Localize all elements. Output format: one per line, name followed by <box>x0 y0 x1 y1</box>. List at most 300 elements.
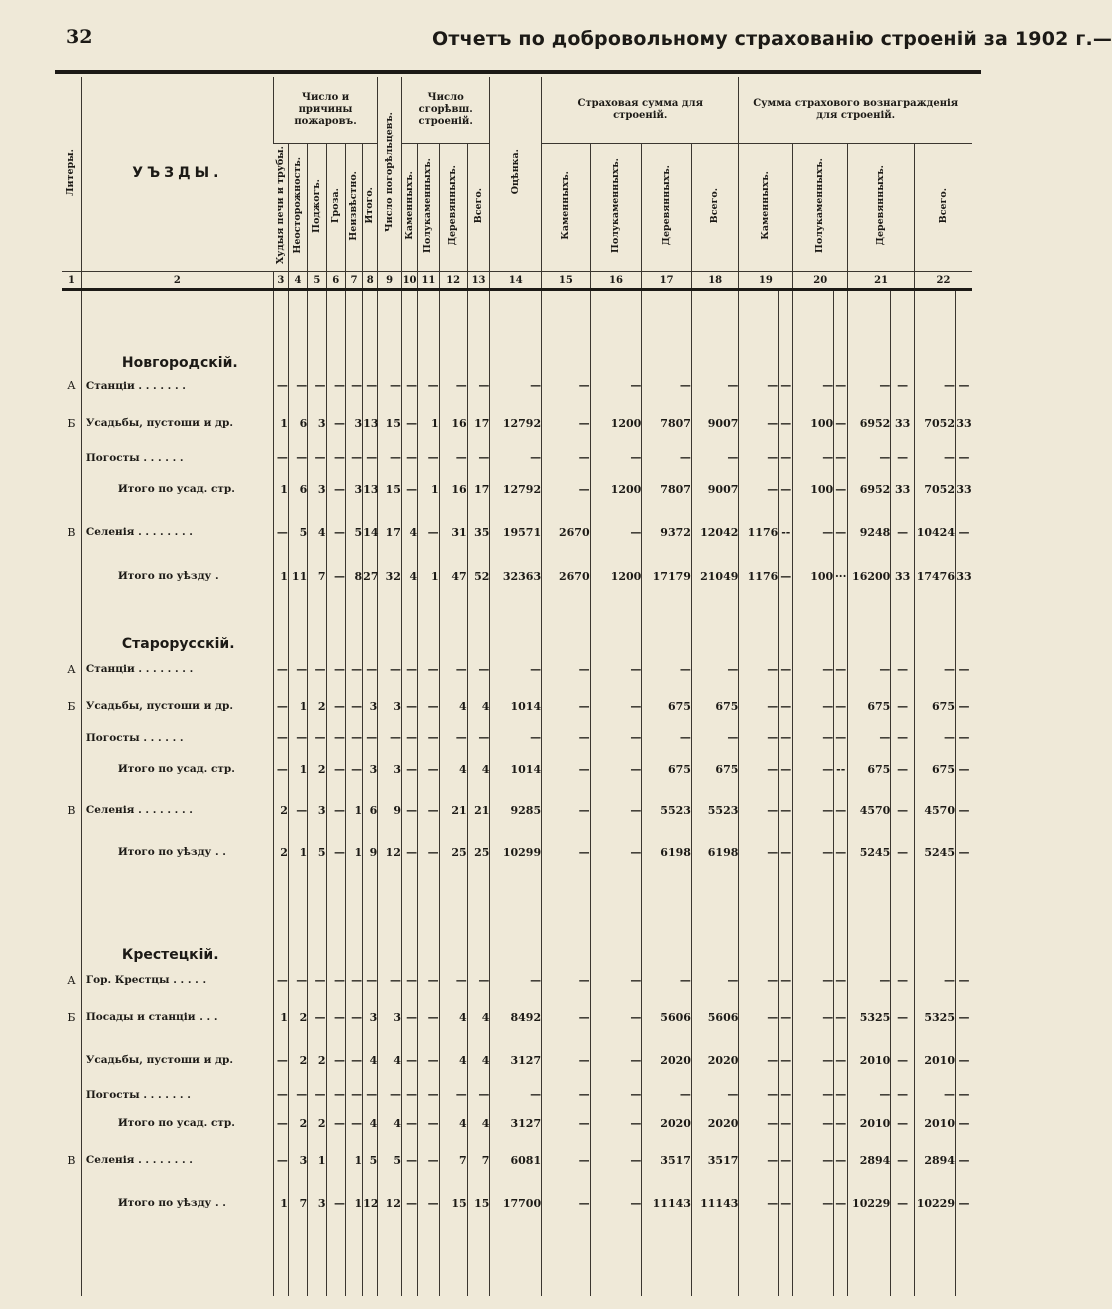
table-cell: — <box>739 652 779 686</box>
table-cell: 675 <box>915 686 956 726</box>
table-cell: — <box>401 963 417 997</box>
table-cell: 2 <box>308 1106 326 1140</box>
col-polukamen: Полукаменныхъ. <box>418 144 440 272</box>
table-cell: 6198 <box>691 831 738 873</box>
table-cell: 3127 <box>490 1037 542 1083</box>
table-cell: 3 <box>378 997 402 1037</box>
table-cell: — <box>590 509 642 555</box>
table-cell: — <box>326 371 345 400</box>
table-cell: 15 <box>378 400 402 446</box>
table-cell: 11143 <box>642 1180 692 1226</box>
table-cell: — <box>542 686 591 726</box>
table-cell: 2 <box>273 789 288 831</box>
table-cell: — <box>401 400 417 446</box>
table-cell: 1 <box>273 1180 288 1226</box>
table-row <box>62 555 972 597</box>
table-cell: — <box>891 686 915 726</box>
table-cell: 1 <box>345 789 362 831</box>
table-cell: — <box>418 1083 440 1106</box>
table-cell: 13 <box>363 469 378 509</box>
table-cell: — <box>542 963 591 997</box>
table-cell: — <box>418 652 440 686</box>
table-cell: — <box>326 652 345 686</box>
table-cell: — <box>590 652 642 686</box>
table-cell: 675 <box>642 686 692 726</box>
table-cell: 21 <box>439 789 467 831</box>
table-cell: — <box>891 652 915 686</box>
table-cell: — <box>793 446 834 469</box>
table-cell: 4 <box>467 686 490 726</box>
table-end-padding <box>62 1226 972 1296</box>
table-cell: — <box>273 1140 288 1180</box>
table-cell: — <box>273 371 288 400</box>
table-cell: 4 <box>467 1106 490 1140</box>
row-litera: В <box>67 803 76 817</box>
table-cell: — <box>848 446 891 469</box>
table-cell: — <box>401 446 417 469</box>
table-cell: 675 <box>915 749 956 789</box>
table-cell: — <box>955 1180 972 1226</box>
table-cell: 5 <box>363 1140 378 1180</box>
table-cell: — <box>590 789 642 831</box>
table-row <box>62 469 972 509</box>
row-litera <box>62 726 81 749</box>
table-cell: — <box>779 469 793 509</box>
table-cell: — <box>326 1106 345 1140</box>
table-cell: 5245 <box>848 831 891 873</box>
table-cell: — <box>401 726 417 749</box>
table-cell: 1 <box>418 555 440 597</box>
table-cell: 5523 <box>642 789 692 831</box>
table-cell: 15 <box>467 1180 490 1226</box>
table-row <box>62 509 972 555</box>
table-cell: — <box>590 963 642 997</box>
table-cell: — <box>439 371 467 400</box>
table-cell: 2020 <box>691 1106 738 1140</box>
table-cell: — <box>439 1083 467 1106</box>
table-cell: 33 <box>955 555 972 597</box>
table-cell: — <box>418 789 440 831</box>
table-row <box>62 963 972 997</box>
table-cell: — <box>378 726 402 749</box>
table-cell: — <box>418 371 440 400</box>
table-cell: — <box>542 1106 591 1140</box>
table-cell: — <box>418 446 440 469</box>
table-cell: 52 <box>467 555 490 597</box>
table-row <box>62 1180 972 1226</box>
table-cell: — <box>891 963 915 997</box>
table-cell: 1 <box>273 997 288 1037</box>
table-cell: — <box>363 371 378 400</box>
table-cell: — <box>345 686 362 726</box>
table-cell: — <box>490 652 542 686</box>
table-cell: — <box>439 446 467 469</box>
row-label: Погосты . . . . . . <box>81 446 273 469</box>
table-cell: — <box>418 1106 440 1140</box>
table-cell: 675 <box>848 749 891 789</box>
table-cell: — <box>401 1106 417 1140</box>
table-cell: — <box>418 749 440 789</box>
table-cell: 12 <box>378 1180 402 1226</box>
group-strakh: Страховая сумма для строеній. <box>542 77 739 144</box>
table-cell: — <box>834 789 848 831</box>
table-cell: 3 <box>345 469 362 509</box>
table-cell: — <box>418 509 440 555</box>
table-cell: — <box>418 1180 440 1226</box>
table-cell: — <box>467 1083 490 1106</box>
table-cell: — <box>490 963 542 997</box>
table-cell: 1014 <box>490 749 542 789</box>
table-cell: 2020 <box>691 1037 738 1083</box>
table-cell: — <box>834 1083 848 1106</box>
table-cell: — <box>779 789 793 831</box>
page-title: Отчетъ по добровольному страхованію строеній за 1902 г.— <box>432 28 1112 50</box>
table-cell: 3 <box>378 686 402 726</box>
table-cell: 1 <box>288 831 307 873</box>
col-itogo: Итого. <box>363 144 378 272</box>
table-cell: 3 <box>363 749 378 789</box>
table-cell: — <box>378 446 402 469</box>
table-cell: 5 <box>345 509 362 555</box>
table-cell: — <box>542 1180 591 1226</box>
table-cell: — <box>308 446 326 469</box>
table-cell: 15 <box>378 469 402 509</box>
table-cell: 9 <box>378 789 402 831</box>
row-litera: В <box>67 525 76 539</box>
table-cell: — <box>288 446 307 469</box>
table-cell: — <box>288 789 307 831</box>
row-label: Итого по усад. стр. <box>81 469 273 509</box>
column-number-row: 1 2 3 4 5 6 7 8 9 10 11 12 13 14 15 16 17 18 19 20 21 22 <box>62 272 972 290</box>
row-litera <box>62 469 81 509</box>
table-cell: — <box>273 1083 288 1106</box>
table-cell: — <box>326 1180 345 1226</box>
table-cell: — <box>955 446 972 469</box>
table-cell: — <box>288 652 307 686</box>
table-cell: — <box>308 726 326 749</box>
table-cell: 2670 <box>542 509 591 555</box>
table-cell: — <box>378 963 402 997</box>
table-cell: 4 <box>308 509 326 555</box>
table-cell: — <box>779 446 793 469</box>
row-label: Итого по усад. стр. <box>81 1106 273 1140</box>
table-cell: 5 <box>288 509 307 555</box>
table-cell: — <box>590 749 642 789</box>
table-cell: — <box>273 726 288 749</box>
table-cell: — <box>955 371 972 400</box>
row-label: Итого по уѣзду . . <box>81 831 273 873</box>
row-litera <box>62 831 81 873</box>
table-cell: — <box>326 555 345 597</box>
col-vsego: Всего. <box>467 144 490 272</box>
row-label: Станціи . . . . . . . . <box>81 652 273 686</box>
table-cell: — <box>779 400 793 446</box>
row-label: Усадьбы, пустоши и др. <box>81 400 273 446</box>
table-cell: — <box>834 726 848 749</box>
table-cell: 11 <box>288 555 307 597</box>
table-cell: — <box>439 652 467 686</box>
table-cell: — <box>891 1083 915 1106</box>
table-cell: — <box>326 997 345 1037</box>
table-cell: — <box>779 652 793 686</box>
table-cell: 1 <box>273 555 288 597</box>
table-cell: — <box>542 400 591 446</box>
table-cell: — <box>326 789 345 831</box>
table-cell: — <box>834 1180 848 1226</box>
table-cell: — <box>739 1037 779 1083</box>
table-cell: 25 <box>467 831 490 873</box>
row-litera: Б <box>67 699 76 713</box>
table-cell: — <box>590 1037 642 1083</box>
row-label: Селенія . . . . . . . . <box>81 1140 273 1180</box>
table-cell: — <box>891 831 915 873</box>
table-cell: — <box>793 371 834 400</box>
table-cell: — <box>401 831 417 873</box>
row-litera <box>62 446 81 469</box>
table-cell: — <box>891 1180 915 1226</box>
table-cell: 10299 <box>490 831 542 873</box>
table-cell: — <box>345 726 362 749</box>
table-cell: — <box>915 446 956 469</box>
col-neostor: Неосторожность. <box>288 144 307 272</box>
table-cell: 2894 <box>848 1140 891 1180</box>
table-cell: — <box>848 1083 891 1106</box>
table-cell: — <box>326 963 345 997</box>
col-vozn-derev: Деревянныхъ. <box>848 144 915 272</box>
table-cell: — <box>326 1083 345 1106</box>
table-cell: — <box>542 1083 591 1106</box>
table-cell: 21049 <box>691 555 738 597</box>
table-cell: 3127 <box>490 1106 542 1140</box>
table-row <box>62 446 972 469</box>
row-litera: Б <box>67 1010 76 1024</box>
table-cell: — <box>739 469 779 509</box>
table-cell: — <box>326 726 345 749</box>
table-cell: 17700 <box>490 1180 542 1226</box>
table-cell: 100 <box>793 400 834 446</box>
row-label: Усадьбы, пустоши и др. <box>81 1037 273 1083</box>
table-cell: 6198 <box>642 831 692 873</box>
table-cell: — <box>467 446 490 469</box>
table-cell: — <box>363 1083 378 1106</box>
table-cell: — <box>418 963 440 997</box>
table-cell: — <box>834 371 848 400</box>
table-cell: 2020 <box>642 1106 692 1140</box>
table-cell: — <box>590 686 642 726</box>
table-cell: — <box>273 652 288 686</box>
table-cell: — <box>378 1083 402 1106</box>
table-cell: 21 <box>467 789 490 831</box>
table-cell: 5 <box>378 1140 402 1180</box>
table-cell: 11143 <box>691 1180 738 1226</box>
table-cell: 4 <box>378 1106 402 1140</box>
table-cell: 4 <box>439 997 467 1037</box>
table-row <box>62 371 972 400</box>
table-cell: 4 <box>401 555 417 597</box>
table-cell: — <box>378 652 402 686</box>
table-cell: 12792 <box>490 469 542 509</box>
row-label: Селенія . . . . . . . . <box>81 509 273 555</box>
table-cell: — <box>891 997 915 1037</box>
table-cell: — <box>834 469 848 509</box>
table-cell: — <box>590 1180 642 1226</box>
table-cell: — <box>793 686 834 726</box>
table-cell: 32363 <box>490 555 542 597</box>
table-cell: — <box>779 831 793 873</box>
table-cell: 12 <box>363 1180 378 1226</box>
table-cell: — <box>793 1037 834 1083</box>
table-cell: 5245 <box>915 831 956 873</box>
table-cell: — <box>642 726 692 749</box>
table-cell: 3 <box>345 400 362 446</box>
table-cell: — <box>834 1140 848 1180</box>
table-cell: 1 <box>288 749 307 789</box>
table-cell: — <box>915 1083 956 1106</box>
table-cell: — <box>691 371 738 400</box>
table-cell: — <box>590 446 642 469</box>
table-cell: — <box>793 1180 834 1226</box>
row-litera: А <box>67 662 76 676</box>
table-row <box>62 1106 972 1140</box>
table-cell: — <box>891 371 915 400</box>
table-row <box>62 652 972 686</box>
table-cell: 5606 <box>691 997 738 1037</box>
table-cell <box>326 1140 345 1180</box>
table-cell: — <box>779 726 793 749</box>
table-cell: 1200 <box>590 555 642 597</box>
row-label: Погосты . . . . . . <box>81 726 273 749</box>
table-cell: 16200 <box>848 555 891 597</box>
table-cell: — <box>542 469 591 509</box>
table-cell: — <box>401 789 417 831</box>
table-cell: — <box>739 1180 779 1226</box>
table-cell: 4 <box>378 1037 402 1083</box>
table-cell: — <box>691 726 738 749</box>
table-cell: 2 <box>288 1106 307 1140</box>
table-cell: 6 <box>288 400 307 446</box>
table-cell: 675 <box>691 686 738 726</box>
table-cell: — <box>363 446 378 469</box>
table-cell: — <box>326 831 345 873</box>
table-cell: 1200 <box>590 400 642 446</box>
table-cell: — <box>779 1140 793 1180</box>
table-cell: 1 <box>345 1180 362 1226</box>
col-podzhog: Поджогъ. <box>308 144 326 272</box>
table-cell: — <box>955 652 972 686</box>
table-cell: — <box>779 371 793 400</box>
table-cell: — <box>363 726 378 749</box>
table-cell: 7 <box>308 555 326 597</box>
table-cell: — <box>401 997 417 1037</box>
table-cell: — <box>955 831 972 873</box>
table-cell: — <box>439 726 467 749</box>
table-cell: — <box>418 726 440 749</box>
table-cell: 19571 <box>490 509 542 555</box>
table-cell: 3 <box>308 1180 326 1226</box>
table-cell: 7 <box>467 1140 490 1180</box>
table-cell: — <box>739 789 779 831</box>
table-cell: — <box>834 997 848 1037</box>
table-cell: 6952 <box>848 400 891 446</box>
table-cell: — <box>739 400 779 446</box>
table-cell: 2020 <box>642 1037 692 1083</box>
table-row <box>62 686 972 726</box>
table-cell: — <box>955 1140 972 1180</box>
col-groza: Гроза. <box>326 144 345 272</box>
table-cell: 33 <box>891 400 915 446</box>
table-cell: — <box>834 400 848 446</box>
table-cell: — <box>834 509 848 555</box>
table-cell: 4 <box>467 749 490 789</box>
table-cell: 2670 <box>542 555 591 597</box>
table-cell: 13 <box>363 400 378 446</box>
table-cell: 5523 <box>691 789 738 831</box>
table-cell: 17 <box>467 400 490 446</box>
table-cell: 14 <box>363 509 378 555</box>
table-cell: 6 <box>363 789 378 831</box>
table-cell: 1176 <box>739 555 779 597</box>
table-cell: 5606 <box>642 997 692 1037</box>
col-pogorelcev: Число погорѣльцевъ. <box>378 77 402 272</box>
table-cell: — <box>590 726 642 749</box>
table-cell: — <box>779 1180 793 1226</box>
table-cell: — <box>490 726 542 749</box>
top-rule <box>55 70 981 74</box>
table-cell: — <box>848 726 891 749</box>
table-cell: — <box>363 652 378 686</box>
table-cell: — <box>691 652 738 686</box>
table-cell: — <box>793 963 834 997</box>
table-cell: — <box>418 831 440 873</box>
table-cell: — <box>891 749 915 789</box>
table-cell: 4 <box>439 1106 467 1140</box>
table-cell: — <box>288 963 307 997</box>
table-cell: -- <box>834 749 848 789</box>
table-cell: 2 <box>288 1037 307 1083</box>
col-kamen: Каменныхъ. <box>401 144 417 272</box>
table-cell: 4 <box>439 686 467 726</box>
table-row <box>62 1037 972 1083</box>
section-title: Новгородскій. <box>81 290 273 372</box>
table-cell: 3 <box>308 469 326 509</box>
table-cell: — <box>834 963 848 997</box>
table-cell: — <box>345 652 362 686</box>
table-cell: 2 <box>308 686 326 726</box>
table-cell: — <box>326 749 345 789</box>
table-row <box>62 400 972 446</box>
table-cell: 27 <box>363 555 378 597</box>
table-cell: — <box>779 997 793 1037</box>
insurance-ledger-table <box>62 77 972 1296</box>
table-cell: ··· <box>834 555 848 597</box>
table-cell: 8492 <box>490 997 542 1037</box>
table-cell: 4 <box>467 997 490 1037</box>
table-cell: — <box>542 1140 591 1180</box>
table-cell: 10229 <box>915 1180 956 1226</box>
table-cell: 9372 <box>642 509 692 555</box>
table-cell: — <box>490 1083 542 1106</box>
table-cell: — <box>834 831 848 873</box>
table-cell: — <box>915 726 956 749</box>
table-cell: 10424 <box>915 509 956 555</box>
col-neizv: Неизвѣстно. <box>345 144 362 272</box>
table-cell: 1 <box>308 1140 326 1180</box>
col-vozn-kamen: Каменныхъ. <box>739 144 793 272</box>
col-strakh-derev: Деревянныхъ. <box>642 144 692 272</box>
table-cell: — <box>590 831 642 873</box>
table-cell: — <box>793 509 834 555</box>
table-cell: 1176 <box>739 509 779 555</box>
